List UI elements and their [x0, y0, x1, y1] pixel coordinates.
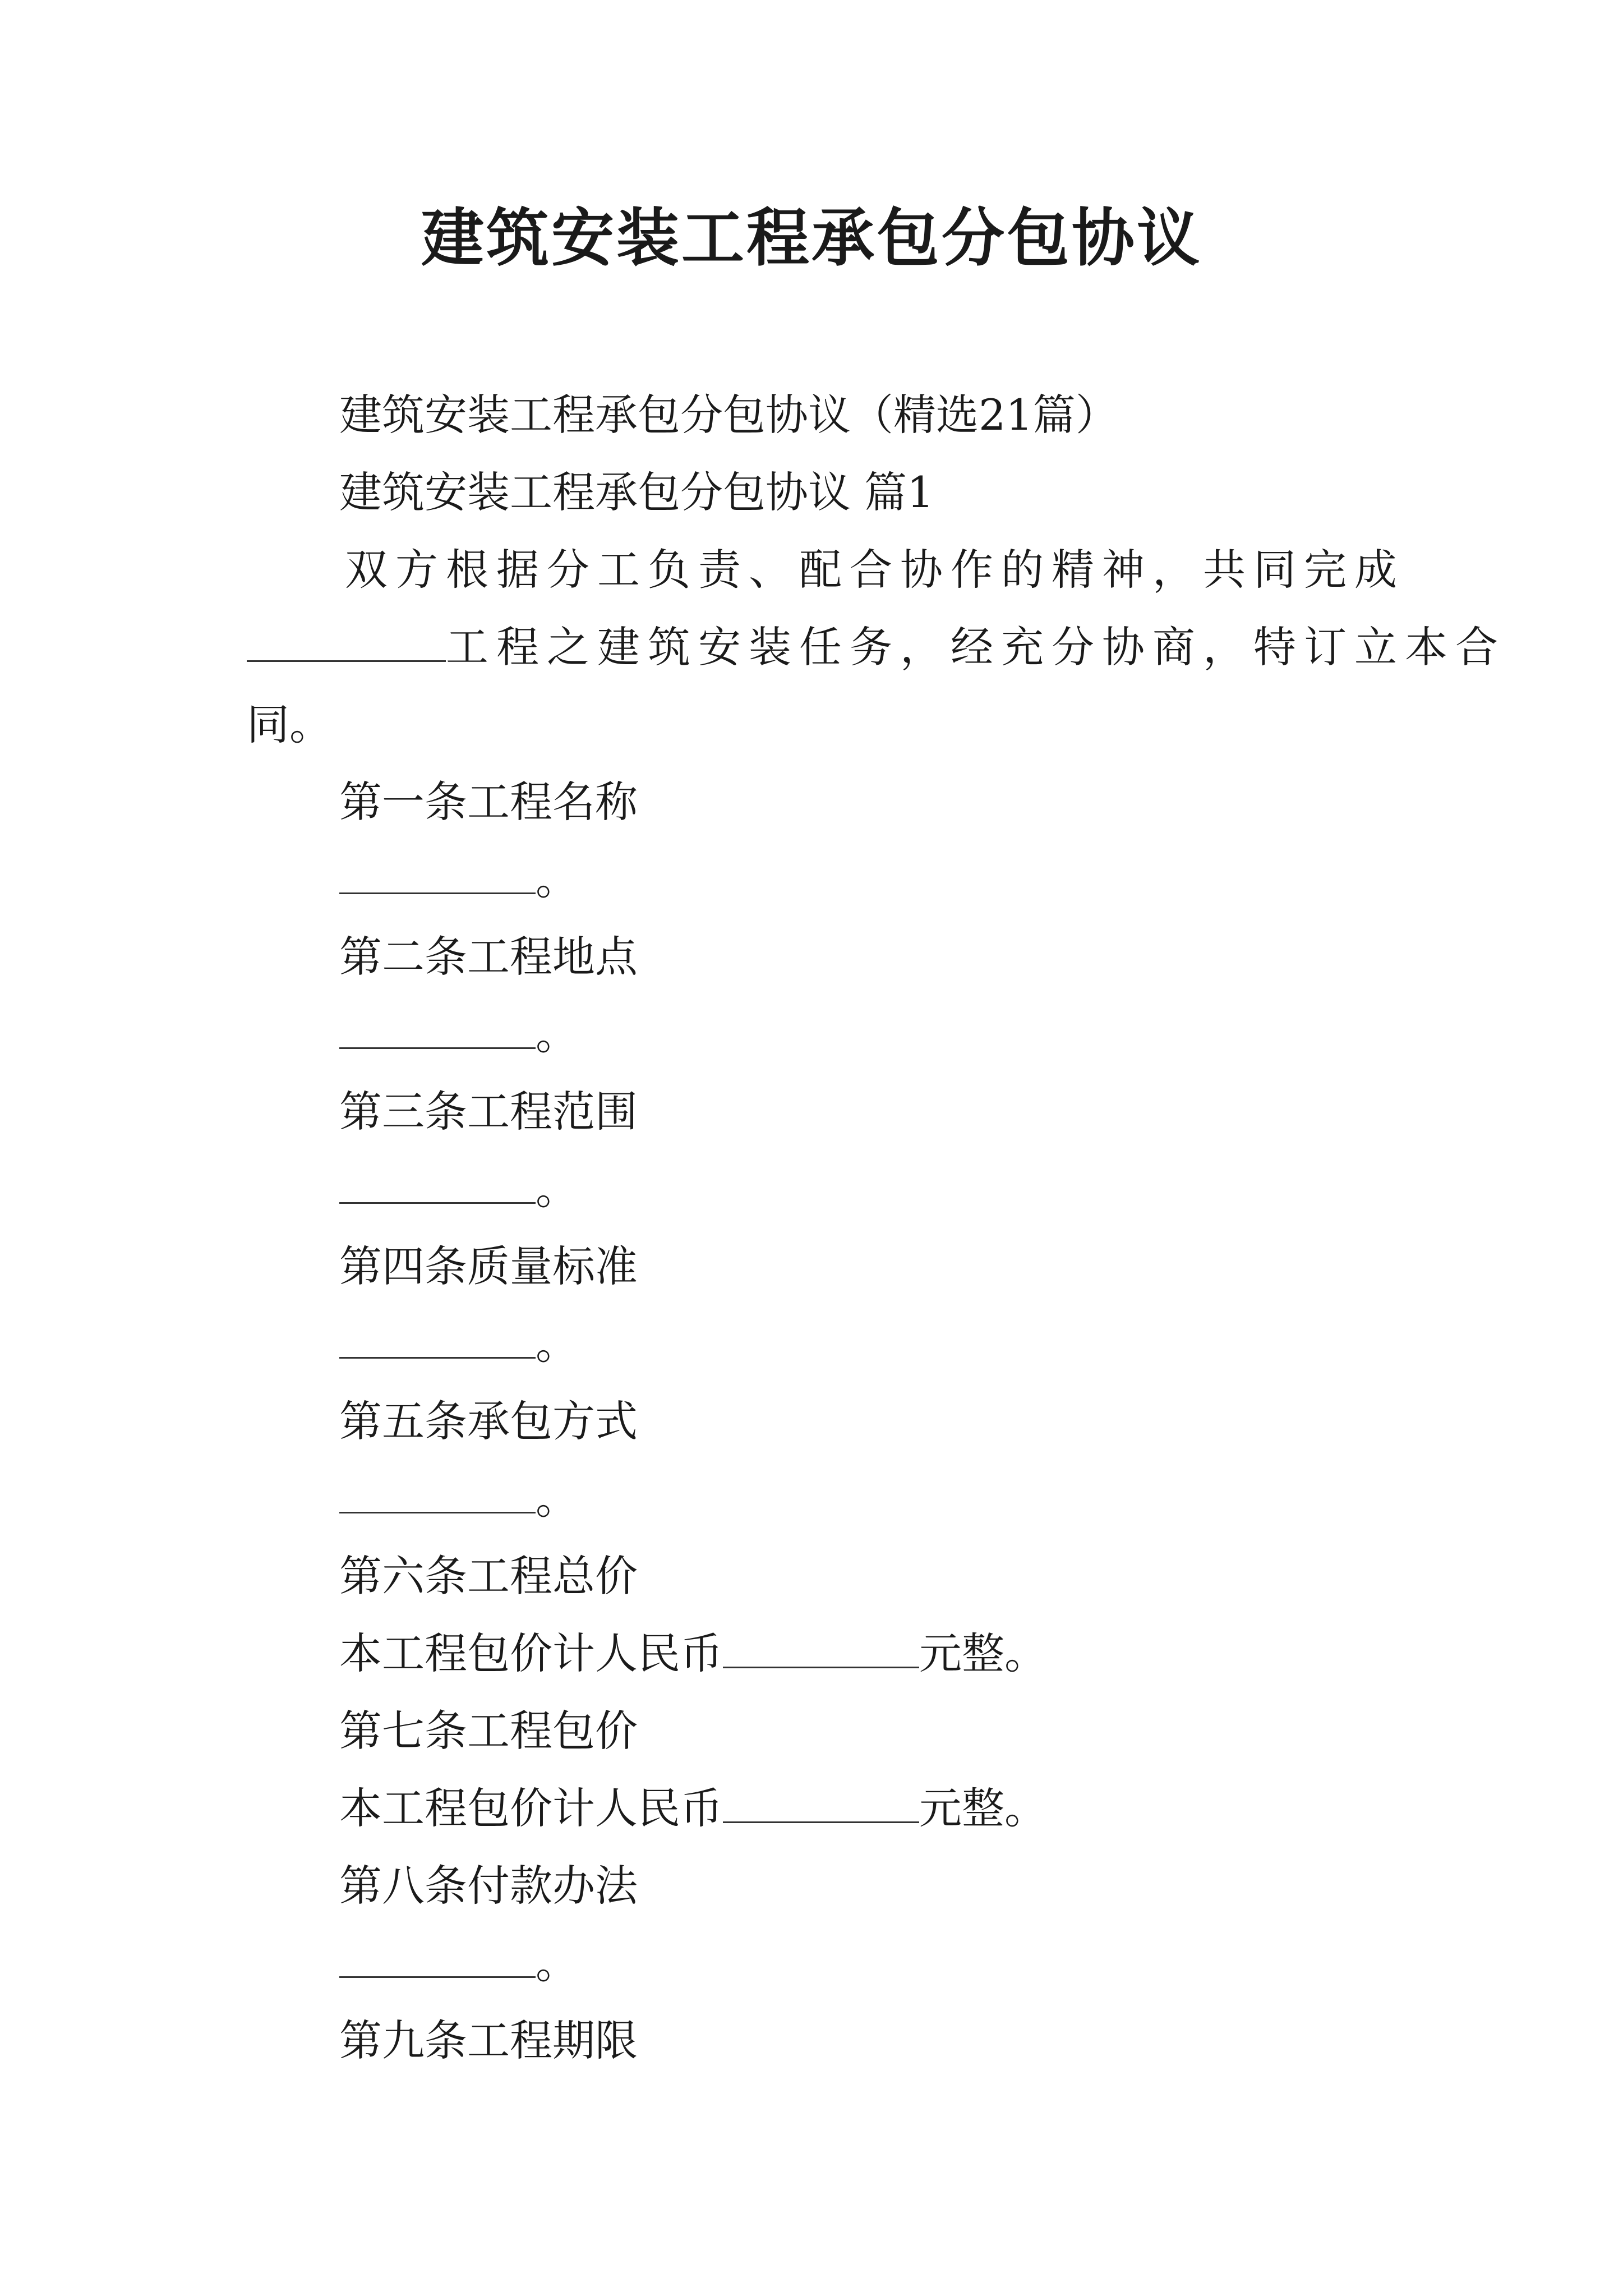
price-text-before: 本工程包价计人民币 [339, 1783, 723, 1833]
price-text-after: 元整。 [919, 1628, 1047, 1678]
fill-blank [339, 853, 536, 894]
article-blank-line [339, 1471, 578, 1527]
document-subtitle: 建筑安装工程承包分包协议（精选21篇） [339, 390, 1118, 440]
period: 。 [536, 1319, 578, 1369]
article-heading: 第八条付款办法 [339, 1861, 638, 1911]
period: 。 [536, 1164, 578, 1214]
intro-line-3: 同。 [247, 700, 332, 749]
fill-blank [723, 1627, 919, 1668]
fill-blank [339, 1163, 536, 1204]
article-blank-line [339, 852, 578, 908]
article-heading: 第二条工程地点 [339, 932, 638, 982]
fill-blank [723, 1782, 919, 1823]
article-blank-line [339, 1161, 578, 1217]
document-title: 建筑安装工程承包分包协议 [421, 201, 1202, 275]
section-heading: 建筑安装工程承包分包协议 篇1 [339, 467, 934, 517]
article-heading: 第七条工程包价 [339, 1706, 638, 1756]
article-blank-line [339, 1316, 578, 1372]
fill-blank [339, 1937, 536, 1978]
article-heading: 第五条承包方式 [339, 1396, 638, 1446]
article-heading: 第六条工程总价 [339, 1551, 638, 1601]
article-blank-line [339, 1006, 578, 1062]
fill-blank [339, 1008, 536, 1049]
period: 。 [536, 854, 578, 904]
period: 。 [536, 1938, 578, 1988]
fill-blank [339, 1473, 536, 1513]
intro-line-1: 双方根据分工负责、配合协作的精神，共同完成 [345, 545, 1405, 595]
article-heading: 第九条工程期限 [339, 2016, 638, 2065]
period: 。 [536, 1474, 578, 1524]
fill-blank [339, 1318, 536, 1359]
article-blank-line [339, 1935, 578, 1991]
article-price-line [339, 1780, 1047, 1837]
fill-blank [247, 621, 446, 662]
article-heading: 第三条工程范围 [339, 1087, 638, 1137]
price-text-before: 本工程包价计人民币 [339, 1628, 723, 1678]
article-heading: 第一条工程名称 [339, 777, 638, 827]
article-heading: 第四条质量标准 [339, 1241, 638, 1291]
article-price-line [339, 1626, 1047, 1682]
price-text-after: 元整。 [919, 1783, 1047, 1833]
intro-line-2-text: 工程之建筑安装任务，经充分协商，特订立本合 [446, 622, 1506, 672]
period: 。 [536, 1009, 578, 1059]
intro-line-2 [247, 619, 1506, 675]
